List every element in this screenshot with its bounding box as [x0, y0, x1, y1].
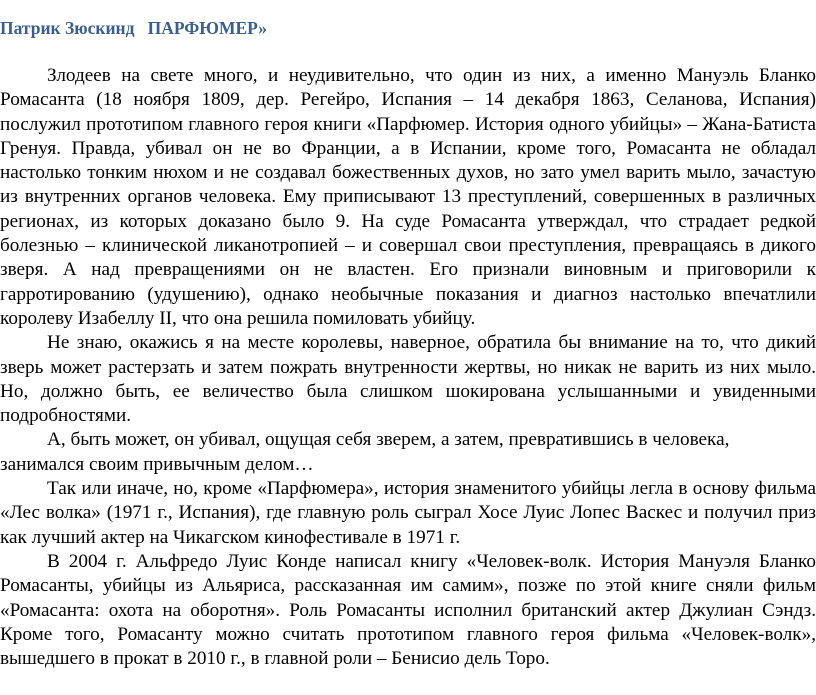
paragraph-queen-opinion: Не знаю, окажись я на месте королевы, наверное, обратила бы внимание на то, что дикий зверь может растерзать и затем пожрать внутренности жертвы, но никак не варить из них мыло. Но, должно быть, ее величество была слишком шокирована услышанными и увиденными подробностями. — [0, 332, 816, 427]
paragraph-romasanta-intro: Злодеев на свете много, и неудивительно, что один из них, а именно Мануэль Бланко Ромасанта (18 ноября 1809, дер. Регейро, Испания – 14 декабря 1863, Селанова, Испания) послужил прототипом главного героя книги «Парфюмер. История одного убийцы» – Жана-Батиста Гренуя. Правда, убивал он не во Франции, а в Испании, кроме того, Ромасанта не обладал настолько тонким нюхом и не создавал божественных духов, но зато умел варить мыло, зачастую из внутренних органов человека. Ему приписывают 13 преступлений, совершенных в различных регионах, из которых доказано было 9. На суде Ромасанта утверждал, что страдает редкой болезнью – клинической ликанотропией – и совершал свои преступления, превращаясь в дикого зверя. А над превращениями он не властен. Его признали виновным и приговорили к гарротированию (удушению), однако необычные показания и диагноз настолько впечатлили королеву Изабеллу II, что она решила помиловать убийцу. — [0, 65, 816, 329]
document-heading: Патрик Зюскинд ПАРФЮМЕР» — [0, 18, 268, 38]
paragraph-film-forest-wolf: Так или иначе, но, кроме «Парфюмера», история знаменитого убийцы легла в основу фильма «Лес волка» (1971 г., Испания), где главную роль сыграл Хосе Луис Лопес Васкес и получил приз как лучший актер на Чикагском кинофестивале в 1971 г. — [0, 478, 816, 548]
paragraph-beast-speculation: А, быть может, он убивал, ощущая себя зверем, а затем, превратившись в человека, занимался своим привычным делом… — [0, 429, 730, 475]
paragraph-book-and-films: В 2004 г. Альфредо Луис Конде написал книгу «Человек-волк. История Мануэля Бланко Ромасанты, убийцы из Альяриса, рассказанная им самим», позже по этой книге сняли фильм «Ромасанта: охота на оборотня». Роль Ромасанты исполнил британский актер Джулиан Сэндз. Кроме того, Ромасанту можно считать прототипом главного героя фильма «Человек-волк», вышедшего в прокат в 2010 г., в главной роли – Бенисио дель Торо. — [0, 550, 816, 670]
document-body — [0, 64, 816, 671]
